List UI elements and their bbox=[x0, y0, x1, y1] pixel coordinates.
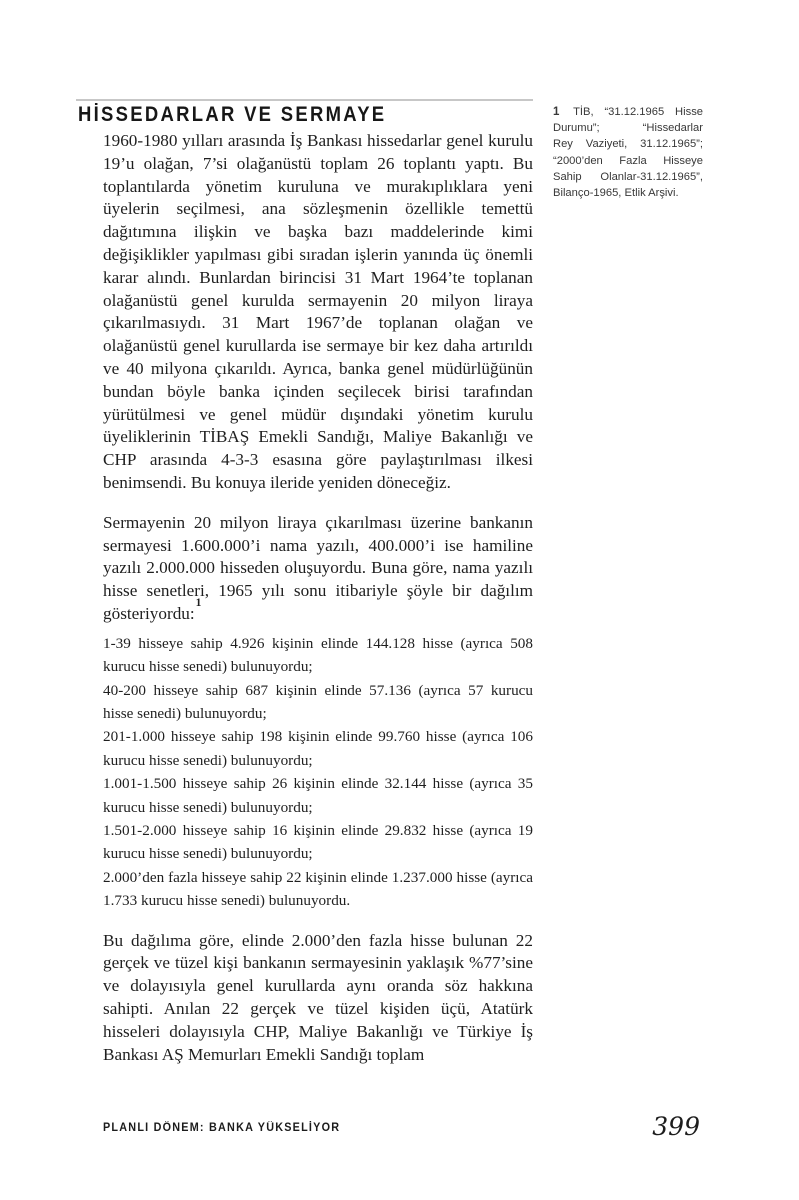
footnote-marker: 1 bbox=[553, 106, 560, 118]
footnote-line: Bilanço-1965, Etlik Arşivi. bbox=[553, 187, 679, 200]
paragraph-major-shareholders: Bu dağılıma göre, elinde 2.000’den fazla hisse bulunan 22 gerçek ve tüzel kişi bankanın sermayesinin yaklaşık %77’sine ve dolayısıyla genel kurullarda aynı oranda söz hakkına sahipti. Anılan 22 gerçek ve tüzel kişiden üçü, Atatürk hisseleri dolayısıyla CHP, Maliye Bakanlığı ve Türkiye İş Bankası AŞ Memurları Emekli Sandığı toplam bbox=[103, 930, 533, 1064]
share-distribution-list bbox=[103, 632, 533, 913]
footnote-reference: 1 bbox=[195, 597, 202, 610]
running-title: PLANLI DÖNEM: BANKA YÜKSELİYOR bbox=[103, 1122, 341, 1134]
footnote-line: Rey Vaziyeti, 31.12.1965”; bbox=[553, 138, 703, 151]
list-item: 201-1.000 hisseye sahip 198 kişinin elinde 99.760 hisse (ayrıca 106 kurucu hisse senedi) bulunuyordu; bbox=[103, 728, 533, 769]
page-number: 399 bbox=[652, 1112, 700, 1141]
footnote-line bbox=[553, 104, 703, 120]
list-item: 2.000’den fazla hisseye sahip 22 kişinin elinde 1.237.000 hisse (ayrıca 1.733 kurucu hisse senedi) bulunuyordu. bbox=[103, 868, 533, 910]
list-item: 1.001-1.500 hisseye sahip 26 kişinin elinde 32.144 hisse (ayrıca 35 kurucu hisse senedi) bulunuyordu; bbox=[103, 775, 533, 816]
body-column bbox=[103, 130, 533, 1066]
footnote-line-text: TİB, “31.12.1965 Hisse bbox=[573, 106, 704, 118]
section-heading: HİSSEDARLAR VE SERMAYE bbox=[78, 103, 387, 126]
list-item: 1.501-2.000 hisseye sahip 16 kişinin elinde 29.832 hisse (ayrıca 19 kurucu hisse senedi) bulunuyordu; bbox=[103, 821, 533, 863]
footnote-line: “2000’den Fazla Hisseye bbox=[553, 154, 703, 167]
footnote-line: Durumu”; “Hissedarlar bbox=[553, 122, 703, 135]
paragraph-share-structure bbox=[103, 512, 533, 626]
footnote-sidebar bbox=[553, 104, 703, 201]
footnote-line: Sahip Olanlar-31.12.1965”, bbox=[553, 170, 703, 183]
paragraph-share-structure-text: Sermayenin 20 milyon liraya çıkarılması üzerine bankanın sermayesi 1.600.000’i nama yazılı, 400.000’i ise hamiline yazılı 2.000.000 hisseden oluşuyordu. Buna göre, nama yazılı hisse senetleri, 1965 yılı sonu itibariyle şöyle bir dağılım gösteriyordu: bbox=[103, 512, 533, 623]
list-item: 40-200 hisseye sahip 687 kişinin elinde 57.136 (ayrıca 57 kurucu hisse senedi) bulunuyordu; bbox=[103, 681, 533, 722]
paragraph-capital-increase: 1960-1980 yılları arasında İş Bankası hissedarlar genel kurulu 19’u olağan, 7’si olağanüstü toplam 26 toplantı yaptı. Bu toplantılarda yönetim kuruluna ve murakıplıklara yeni üyelerin seçilmesi, ana sözleşmenin özellikle temettü dağıtımına ilişkin ve başka bazı maddelerinde kimi değişiklikler yapılması gibi sıradan işlerin yanında üç önemli karar alındı. Bunlardan birincisi 31 Mart 1964’te toplanan olağanüstü genel kurulda sermayenin 20 milyon liraya çıkarılmasıydı. 31 Mart 1967’de toplanan olağan ve olağanüstü genel kurullarda ise sermaye bir kez daha artırıldı ve 40 milyona çıkarıldı. Ayrıca, banka genel müdürlüğünün bundan böyle banka içinden seçilecek birisi tarafından yürütülmesi ve genel müdür dışındaki yönetim kurulu üyeliklerinin TİBAŞ Emekli Sandığı, Maliye Bakanlığı ve CHP arasında 4-3-3 esasına göre paylaştırılması ilkesi benimsendi. Bu konuya ileride yeniden döneceğiz. bbox=[103, 131, 533, 492]
list-item: 1-39 hisseye sahip 4.926 kişinin elinde 144.128 hisse (ayrıca 508 kurucu hisse senedi) bulunuyordu; bbox=[103, 634, 533, 676]
section-divider-rule bbox=[76, 99, 533, 101]
